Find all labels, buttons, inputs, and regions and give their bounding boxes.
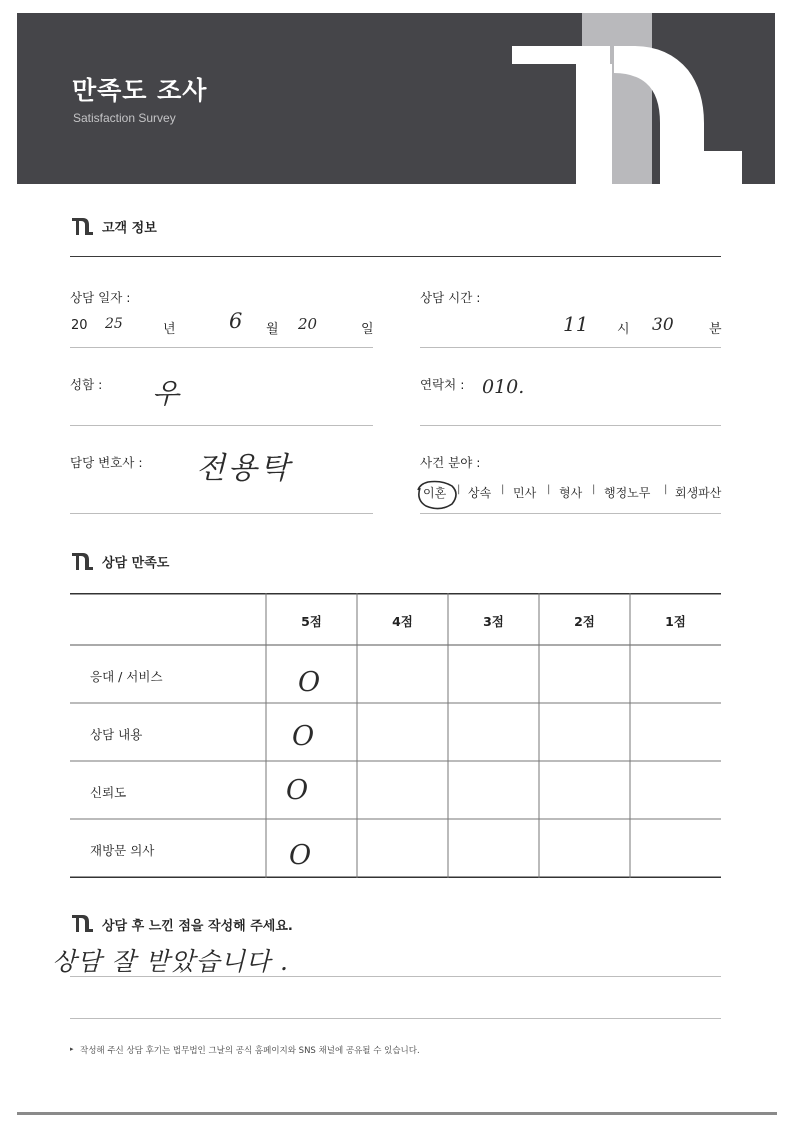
case-field-label: 사건 분야 : [420, 455, 481, 470]
column-header-2: 2점 [574, 614, 595, 629]
hour-unit: 시 [617, 322, 630, 337]
header-banner [17, 13, 775, 184]
section-logo-icon [70, 213, 94, 237]
year-prefix: 20 [71, 318, 88, 333]
minute-unit: 분 [709, 322, 722, 337]
rating-mark[interactable]: O [298, 667, 321, 698]
option-separator: | [457, 484, 461, 495]
case-option-bankruptcy[interactable]: 회생파산 [675, 486, 722, 500]
option-separator: | [592, 484, 596, 495]
brand-logo-icon [492, 13, 752, 184]
rating-mark[interactable]: O [289, 840, 312, 871]
lawyer-underline [70, 513, 373, 514]
name-underline [70, 425, 373, 426]
case-field-options [420, 484, 725, 504]
column-header-5: 5점 [301, 614, 322, 629]
case-option-criminal[interactable]: 형사 [559, 486, 583, 500]
option-separator: | [664, 484, 668, 495]
time-underline [420, 347, 721, 348]
case-option-civil[interactable]: 민사 [513, 486, 537, 500]
rating-mark[interactable]: O [292, 721, 315, 752]
date-label: 상담 일자 : [70, 290, 131, 305]
section-title-satisfaction: 상담 만족도 [102, 556, 170, 571]
minute-value[interactable]: 30 [652, 315, 674, 335]
option-separator: | [547, 484, 551, 495]
case-option-inheritance[interactable]: 상속 [468, 486, 492, 500]
column-header-3: 3점 [483, 614, 504, 629]
lawyer-label: 담당 변호사 : [70, 455, 143, 470]
feedback-line [70, 976, 721, 977]
month-value[interactable]: 6 [229, 309, 243, 333]
rating-mark[interactable]: O [286, 775, 309, 806]
case-option-divorce[interactable]: 이혼 [423, 486, 447, 500]
section-divider [70, 256, 721, 257]
footer-note: 작성해 주신 상담 후기는 법무법인 그날의 공식 홈페이지와 SNS 채널에 공유될 수 있습니다. [80, 1046, 420, 1056]
month-unit: 월 [266, 322, 279, 337]
contact-underline [420, 425, 721, 426]
section-title-feedback: 상담 후 느낀 점을 작성해 주세요. [102, 919, 293, 934]
note-bullet: ▸ [70, 1045, 74, 1053]
page-title: 만족도 조사 [72, 76, 208, 105]
year-unit: 년 [163, 322, 176, 337]
date-underline [70, 347, 373, 348]
row-label-content: 상담 내용 [90, 727, 143, 742]
name-label: 성함 : [70, 377, 103, 392]
name-value[interactable]: 우 [152, 377, 180, 410]
option-separator: | [501, 484, 505, 495]
hand-drawn-circle [414, 478, 460, 514]
page-subtitle: Satisfaction Survey [73, 111, 176, 125]
section-logo-icon [70, 548, 94, 572]
contact-value[interactable]: 010. [482, 376, 525, 398]
contact-label: 연락처 : [420, 377, 465, 392]
case-option-labor[interactable]: 행정노무 [604, 486, 651, 500]
column-header-1: 1점 [665, 614, 686, 629]
feedback-text[interactable]: 상담 잘 받았습니다 . [52, 947, 289, 976]
time-label: 상담 시간 : [420, 290, 481, 305]
row-label-trust: 신뢰도 [90, 785, 127, 800]
section-title-customer: 고객 정보 [102, 221, 157, 236]
section-logo-icon [70, 910, 94, 934]
row-label-service: 응대 / 서비스 [90, 669, 163, 684]
scan-edge [17, 1112, 777, 1115]
hour-value[interactable]: 11 [563, 312, 589, 336]
feedback-line [70, 1018, 721, 1019]
year-value[interactable]: 25 [105, 316, 123, 332]
row-label-revisit: 재방문 의사 [90, 843, 155, 858]
satisfaction-table-grid [70, 593, 721, 878]
column-header-4: 4점 [392, 614, 413, 629]
case-field-underline [420, 513, 721, 514]
day-value[interactable]: 20 [298, 315, 318, 333]
day-unit: 일 [361, 322, 374, 337]
lawyer-value[interactable]: 전용탁 [196, 451, 292, 486]
